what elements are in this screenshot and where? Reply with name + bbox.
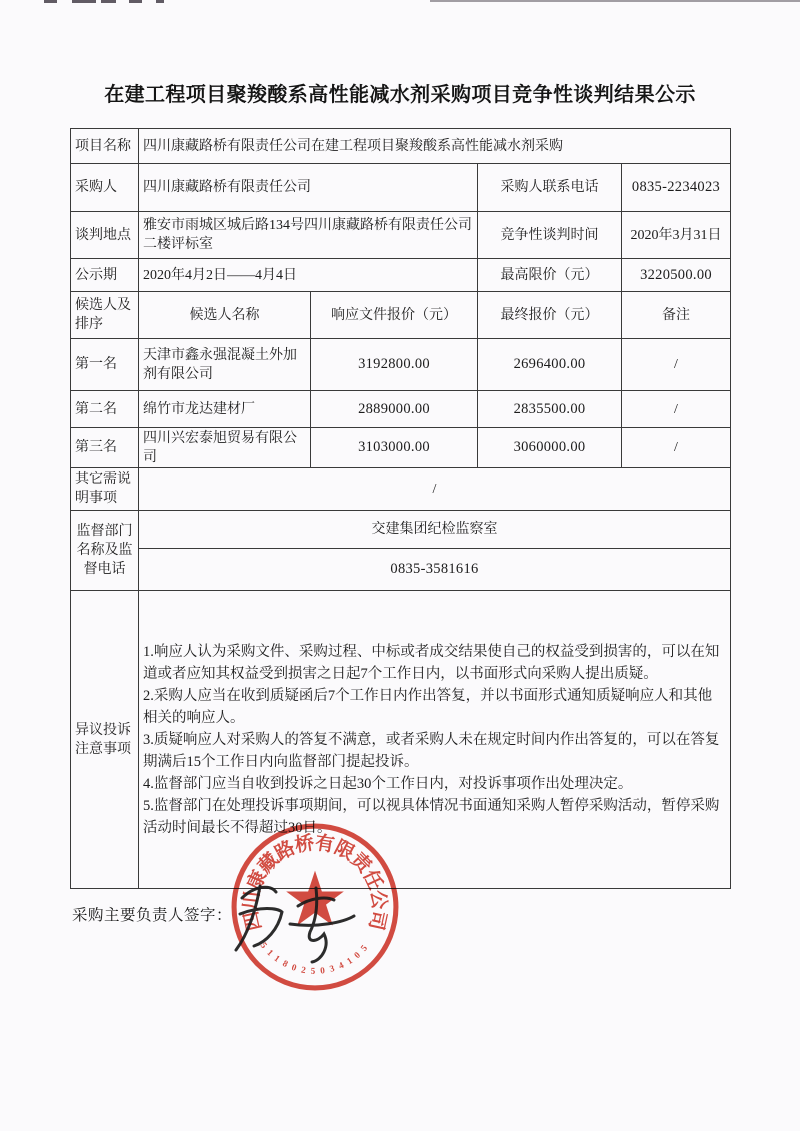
rank-cell: 第三名	[71, 428, 139, 468]
scan-edge-artifact	[430, 0, 800, 2]
remark-cell: /	[622, 428, 731, 468]
table-row-venue	[71, 212, 731, 259]
header-doc-price: 响应文件报价（元）	[311, 292, 478, 339]
result-table	[70, 128, 731, 889]
project-name-label: 项目名称	[71, 129, 139, 164]
max-price-label: 最高限价（元）	[478, 259, 622, 292]
negotiation-time-label: 竞争性谈判时间	[478, 212, 622, 259]
final-price-cell: 2696400.00	[478, 339, 622, 391]
max-price-value: 3220500.00	[622, 259, 731, 292]
header-rank: 候选人及排序	[71, 292, 139, 339]
seal-serial-text: 5118025034105	[258, 940, 370, 976]
other-notes-label: 其它需说明事项	[71, 468, 139, 511]
objection-item: 5.监督部门在处理投诉事项期间，可以视具体情况书面通知采购人暂停采购活动，暂停采购活动时间最长不得超过30日。	[143, 797, 720, 836]
final-price-cell: 2835500.00	[478, 391, 622, 428]
venue-label: 谈判地点	[71, 212, 139, 259]
scan-artifact	[156, 0, 164, 3]
candidate-row-1	[71, 339, 731, 391]
project-name-value: 四川康藏路桥有限责任公司在建工程项目聚羧酸系高性能减水剂采购	[139, 129, 731, 164]
rank-cell: 第二名	[71, 391, 139, 428]
purchaser-label: 采购人	[71, 164, 139, 212]
scan-artifact	[72, 0, 96, 3]
doc-price-cell: 2889000.00	[311, 391, 478, 428]
doc-price-cell: 3192800.00	[311, 339, 478, 391]
supervision-phone-value: 0835-3581616	[139, 549, 731, 591]
candidate-row-2	[71, 391, 731, 428]
final-price-cell: 3060000.00	[478, 428, 622, 468]
purchaser-phone-value: 0835-2234023	[622, 164, 731, 212]
candidate-row-3	[71, 428, 731, 468]
scan-artifact	[129, 0, 142, 3]
seal-company-text: 四川康藏路桥有限责任公司	[240, 832, 390, 933]
rank-cell: 第一名	[71, 339, 139, 391]
signatory-label: 采购主要负责人签字：	[72, 907, 233, 924]
header-remark: 备注	[622, 292, 731, 339]
page-title: 在建工程项目聚羧酸系高性能减水剂采购项目竞争性谈判结果公示	[104, 84, 696, 106]
candidate-name-cell: 四川兴宏泰旭贸易有限公司	[139, 428, 311, 468]
table-row-publicity	[71, 259, 731, 292]
table-row-supervision-phone	[71, 549, 731, 591]
remark-cell: /	[622, 391, 731, 428]
objection-content	[139, 591, 731, 889]
negotiation-time-value: 2020年3月31日	[622, 212, 731, 259]
remark-cell: /	[622, 339, 731, 391]
objection-item: 2.采购人应当在收到质疑函后7个工作日内作出答复，并以书面形式通知质疑响应人和其他相关的响应人。	[143, 687, 713, 726]
publicity-value: 2020年4月2日——4月4日	[139, 259, 478, 292]
supervision-dept-value: 交建集团纪检监察室	[139, 511, 731, 549]
table-row-supervision-dept	[71, 511, 731, 549]
other-notes-value: /	[139, 468, 731, 511]
candidate-name-cell: 天津市鑫永强混凝土外加剂有限公司	[139, 339, 311, 391]
scan-artifact	[101, 0, 116, 3]
candidate-name-cell: 绵竹市龙达建材厂	[139, 391, 311, 428]
table-header-row	[71, 292, 731, 339]
supervision-label: 监督部门名称及监督电话	[71, 511, 139, 591]
publicity-label: 公示期	[71, 259, 139, 292]
objection-label: 异议投诉注意事项	[71, 591, 139, 889]
scan-artifact	[44, 0, 57, 3]
objection-item: 3.质疑响应人对采购人的答复不满意，或者采购人未在规定时间内作出答复的，可以在答复期满后15个工作日内向监督部门提起投诉。	[143, 731, 720, 770]
objection-item: 4.监督部门应当自收到投诉之日起30个工作日内，对投诉事项作出处理决定。	[143, 775, 633, 792]
purchaser-value: 四川康藏路桥有限责任公司	[139, 164, 478, 212]
table-row-objection	[71, 591, 731, 889]
handwritten-signature	[226, 876, 366, 968]
purchaser-phone-label: 采购人联系电话	[478, 164, 622, 212]
table-row-purchaser	[71, 164, 731, 212]
doc-price-cell: 3103000.00	[311, 428, 478, 468]
table-row-project	[71, 129, 731, 164]
header-final-price: 最终报价（元）	[478, 292, 622, 339]
header-candidate-name: 候选人名称	[139, 292, 311, 339]
objection-item: 1.响应人认为采购文件、采购过程、中标或者成交结果使自己的权益受到损害的，可以在知道或者应知其权益受到损害之日起7个工作日内，以书面形式向采购人提出质疑。	[143, 643, 720, 682]
venue-value: 雅安市雨城区城后路134号四川康藏路桥有限责任公司二楼评标室	[139, 212, 478, 259]
table-row-other-notes	[71, 468, 731, 511]
